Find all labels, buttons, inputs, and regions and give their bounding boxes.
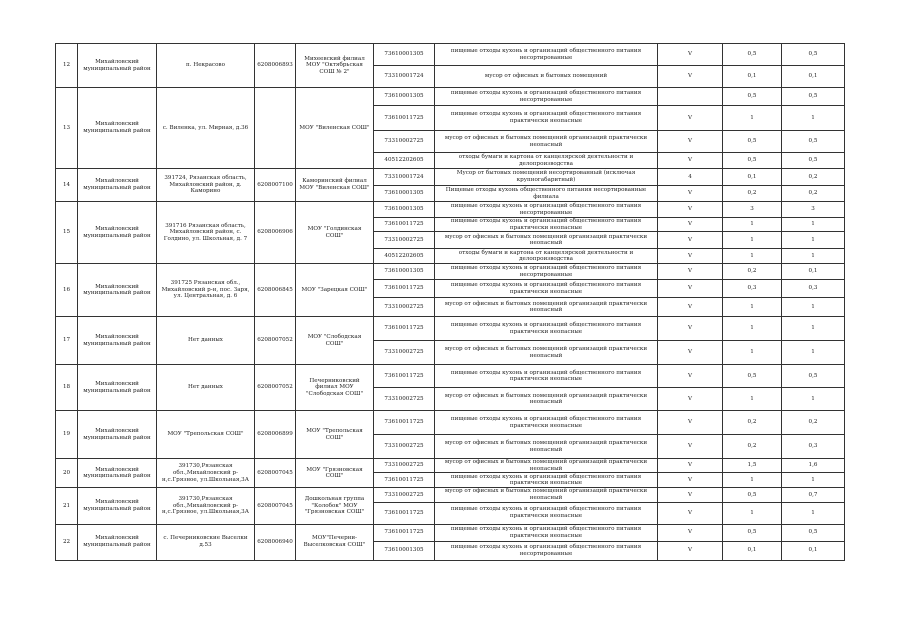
waste-code-cell: 73310002725	[374, 488, 435, 502]
waste-code-cell: 73610001305	[374, 44, 435, 66]
hazard-class-cell: V	[658, 44, 723, 66]
hazard-class-cell: V	[658, 473, 723, 488]
waste-code-cell: 73310002725	[374, 232, 435, 249]
hazard-class-cell: V	[658, 298, 723, 317]
waste-mass-cell: 1	[723, 249, 782, 264]
inn-cell: 6208007045	[255, 488, 296, 524]
hazard-class-cell: V	[658, 435, 723, 459]
hazard-class-cell: V	[658, 388, 723, 411]
waste-mass-cell: 1,5	[723, 459, 782, 473]
waste-limit-cell: 0,5	[782, 365, 845, 388]
waste-name-cell: пищевые отходы кухонь и организаций общественного питания практически неопасные	[435, 411, 658, 435]
waste-code-cell: 73610001305	[374, 186, 435, 202]
district-cell: Михайловский муниципальный район	[78, 317, 157, 365]
waste-name-cell: Пищевые отходы кухонь общественного питания несортированные филиала	[435, 186, 658, 202]
district-cell: Михайловский муниципальный район	[78, 411, 157, 459]
waste-limit-cell: 0,1	[782, 541, 845, 560]
inn-cell: 6208007052	[255, 365, 296, 411]
hazard-class-cell: V	[658, 280, 723, 298]
hazard-class-cell: V	[658, 411, 723, 435]
waste-mass-cell: 1	[723, 106, 782, 131]
waste-code-cell: 73610011725	[374, 218, 435, 232]
waste-code-cell: 73610001305	[374, 202, 435, 218]
waste-limit-cell: 0,5	[782, 88, 845, 106]
waste-mass-cell: 0,5	[723, 44, 782, 66]
row-number: 17	[56, 317, 78, 365]
waste-mass-cell: 0,3	[723, 280, 782, 298]
waste-code-cell: 73310002725	[374, 341, 435, 365]
waste-mass-cell: 0,5	[723, 524, 782, 541]
waste-limit-cell: 1	[782, 388, 845, 411]
address-cell: Нет данных	[157, 317, 255, 365]
row-number: 14	[56, 169, 78, 202]
district-cell: Михайловский муниципальный район	[78, 524, 157, 560]
organization-cell: МОУ "Виленская СОШ"	[296, 88, 374, 169]
address-cell: МОУ "Трепольская СОШ"	[157, 411, 255, 459]
address-cell: 391730,Рязанская обл.,Михайловский р-н,с.Грязное, ул.Школьная,3А	[157, 488, 255, 524]
table-row	[56, 488, 845, 502]
waste-limit-cell: 1	[782, 232, 845, 249]
waste-code-cell: 73610001305	[374, 541, 435, 560]
waste-mass-cell: 0,1	[723, 541, 782, 560]
waste-name-cell: пищевые отходы кухонь и организаций общественного питания практически неопасные	[435, 502, 658, 524]
inn-cell: 6208006940	[255, 524, 296, 560]
waste-limit-cell: 0,3	[782, 435, 845, 459]
inn-cell	[255, 88, 296, 169]
waste-limit-cell: 1	[782, 473, 845, 488]
waste-mass-cell: 0,5	[723, 153, 782, 169]
hazard-class-cell: V	[658, 502, 723, 524]
table-row	[56, 169, 845, 186]
waste-code-cell: 73610011725	[374, 502, 435, 524]
organization-cell: МОУ "Зарецкая СОШ"	[296, 264, 374, 317]
hazard-class-cell: V	[658, 218, 723, 232]
waste-mass-cell: 1	[723, 218, 782, 232]
row-number: 18	[56, 365, 78, 411]
waste-mass-cell: 0,2	[723, 435, 782, 459]
table-row	[56, 44, 845, 66]
organization-cell: МОУ "Слободская СОШ"	[296, 317, 374, 365]
table-row	[56, 88, 845, 106]
waste-name-cell: пищевые отходы кухонь и организаций общественного питания практически неопасные	[435, 218, 658, 232]
district-cell: Михайловский муниципальный район	[78, 202, 157, 264]
district-cell: Михайловский муниципальный район	[78, 44, 157, 88]
waste-mass-cell: 1	[723, 502, 782, 524]
address-cell: 391716 Рязанская область, Михайловский район, с. Голдино, ул. Школьная, д. 7	[157, 202, 255, 264]
hazard-class-cell	[658, 88, 723, 106]
waste-limit-cell: 1	[782, 502, 845, 524]
waste-limit-cell: 0,1	[782, 66, 845, 88]
row-number: 12	[56, 44, 78, 88]
table-row	[56, 264, 845, 280]
row-number: 20	[56, 459, 78, 488]
hazard-class-cell: V	[658, 317, 723, 341]
waste-code-cell: 40512202605	[374, 249, 435, 264]
hazard-class-cell: V	[658, 264, 723, 280]
address-cell: с. Виленка, ул. Мирная, д.36	[157, 88, 255, 169]
district-cell: Михайловский муниципальный район	[78, 459, 157, 488]
waste-code-cell: 40512202605	[374, 153, 435, 169]
waste-limit-cell: 0,1	[782, 264, 845, 280]
district-cell: Михайловский муниципальный район	[78, 264, 157, 317]
organization-cell: МОУ "Трепольская СОШ"	[296, 411, 374, 459]
waste-code-cell: 73310001724	[374, 66, 435, 88]
waste-name-cell: отходы бумаги и картона от канцелярской деятельности и делопроизводства	[435, 249, 658, 264]
waste-limit-cell: 0,7	[782, 488, 845, 502]
waste-limit-cell: 0,5	[782, 131, 845, 153]
waste-name-cell: пищевые отходы кухонь и организаций общественного питания несортированные	[435, 202, 658, 218]
inn-cell: 6208006845	[255, 264, 296, 317]
waste-limit-cell: 0,3	[782, 280, 845, 298]
waste-name-cell: пищевые отходы кухонь и организаций общественного питания несортированные	[435, 541, 658, 560]
row-number: 16	[56, 264, 78, 317]
organization-cell: МОУ"Печерни-Выселковская СОШ"	[296, 524, 374, 560]
waste-limit-cell: 1,6	[782, 459, 845, 473]
organization-cell: МОУ "Грязновская СОШ"	[296, 459, 374, 488]
waste-code-cell: 73610011725	[374, 524, 435, 541]
hazard-class-cell: V	[658, 459, 723, 473]
hazard-class-cell: 4	[658, 169, 723, 186]
table-row	[56, 459, 845, 473]
waste-name-cell: мусор от офисных и бытовых помещений организаций практически неопасный	[435, 488, 658, 502]
table-row	[56, 524, 845, 541]
row-number: 22	[56, 524, 78, 560]
waste-mass-cell: 1	[723, 298, 782, 317]
waste-code-cell: 73310002725	[374, 459, 435, 473]
hazard-class-cell: V	[658, 341, 723, 365]
row-number: 15	[56, 202, 78, 264]
inn-cell: 6208006899	[255, 411, 296, 459]
waste-name-cell: мусор от офисных и бытовых помещений организаций практически неопасный	[435, 298, 658, 317]
hazard-class-cell: V	[658, 202, 723, 218]
district-cell: Михайловский муниципальный район	[78, 169, 157, 202]
organization-cell: Каморинский филиал МОУ "Виленская СОШ"	[296, 169, 374, 202]
district-cell: Михайловский муниципальный район	[78, 88, 157, 169]
waste-name-cell: пищевые отходы кухонь и организаций общественного питания несортированные	[435, 264, 658, 280]
organization-cell: МОУ "Голдинская СОШ"	[296, 202, 374, 264]
inn-cell: 6208007045	[255, 459, 296, 488]
organization-cell: Печерниковский филиал МОУ "Слободская СОШ"	[296, 365, 374, 411]
waste-code-cell: 73310002725	[374, 298, 435, 317]
waste-limit-cell: 0,5	[782, 44, 845, 66]
waste-name-cell: пищевые отходы кухонь и организаций общественного питания несортированные	[435, 88, 658, 106]
waste-limit-cell: 0,5	[782, 524, 845, 541]
waste-mass-cell: 0,2	[723, 411, 782, 435]
waste-mass-cell: 0,1	[723, 66, 782, 88]
waste-name-cell: мусор от офисных и бытовых помещений организаций практически неопасный	[435, 341, 658, 365]
waste-code-cell: 73310002725	[374, 388, 435, 411]
row-number: 13	[56, 88, 78, 169]
waste-mass-cell: 0,5	[723, 365, 782, 388]
waste-limit-cell: 3	[782, 202, 845, 218]
waste-limit-cell: 0,5	[782, 153, 845, 169]
waste-name-cell: мусор от офисных и бытовых помещений	[435, 66, 658, 88]
waste-name-cell: пищевые отходы кухонь и организаций общественного питания практически неопасные	[435, 365, 658, 388]
waste-mass-cell: 0,5	[723, 488, 782, 502]
inn-cell: 6208007052	[255, 317, 296, 365]
waste-limit-cell: 0,2	[782, 186, 845, 202]
address-cell: 391725 Рязанская обл., Михайловский р-н, пос. Заря, ул. Центральная, д. 6	[157, 264, 255, 317]
waste-name-cell: мусор от офисных и бытовых помещений организаций практически неопасный	[435, 131, 658, 153]
waste-name-cell: пищевые отходы кухонь и организаций общественного питания несортированные	[435, 44, 658, 66]
waste-mass-cell: 1	[723, 388, 782, 411]
table-row	[56, 317, 845, 341]
waste-name-cell: Мусор от бытовых помещений несортированный (исключая крупногабаритный)	[435, 169, 658, 186]
waste-mass-cell: 0,5	[723, 131, 782, 153]
organization-cell: Дошкольная группа "Колобок" МОУ "Грязновская СОШ"	[296, 488, 374, 524]
row-number: 19	[56, 411, 78, 459]
row-number: 21	[56, 488, 78, 524]
address-cell: с. Печерниковские Выселки д.53	[157, 524, 255, 560]
table-body	[56, 44, 845, 561]
hazard-class-cell: V	[658, 232, 723, 249]
table-row	[56, 411, 845, 435]
waste-code-cell: 73610011725	[374, 473, 435, 488]
waste-code-cell: 73610011725	[374, 411, 435, 435]
waste-name-cell: мусор от офисных и бытовых помещений организаций практически неопасный	[435, 435, 658, 459]
hazard-class-cell: V	[658, 153, 723, 169]
waste-code-cell: 73610011725	[374, 106, 435, 131]
hazard-class-cell: V	[658, 186, 723, 202]
waste-limit-cell: 1	[782, 249, 845, 264]
waste-name-cell: пищевые отходы кухонь и организаций общественного питания практически неопасные	[435, 473, 658, 488]
waste-registry-table	[55, 43, 844, 561]
hazard-class-cell: V	[658, 488, 723, 502]
waste-mass-cell: 0,2	[723, 186, 782, 202]
waste-code-cell: 73610001305	[374, 264, 435, 280]
district-cell: Михайловский муниципальный район	[78, 488, 157, 524]
waste-name-cell: пищевые отходы кухонь и организаций общественного питания практически неопасные	[435, 280, 658, 298]
waste-mass-cell: 1	[723, 341, 782, 365]
hazard-class-cell: V	[658, 66, 723, 88]
waste-name-cell: пищевые отходы кухонь и организаций общественного питания практически неопасные	[435, 317, 658, 341]
waste-name-cell: отходы бумаги и картона от канцелярской деятельности и делопроизводства	[435, 153, 658, 169]
waste-code-cell: 73610011725	[374, 317, 435, 341]
waste-limit-cell: 1	[782, 106, 845, 131]
waste-limit-cell: 0,2	[782, 169, 845, 186]
waste-code-cell: 73310002725	[374, 131, 435, 153]
waste-name-cell: мусор от офисных и бытовых помещений организаций практически неопасный	[435, 388, 658, 411]
waste-mass-cell: 0,5	[723, 88, 782, 106]
hazard-class-cell: V	[658, 524, 723, 541]
inn-cell: 6208006906	[255, 202, 296, 264]
waste-mass-cell: 1	[723, 317, 782, 341]
waste-mass-cell: 3	[723, 202, 782, 218]
waste-code-cell: 73310001724	[374, 169, 435, 186]
waste-limit-cell: 1	[782, 298, 845, 317]
address-cell: 391724, Рязанская область, Михайловский район, д. Каморино	[157, 169, 255, 202]
waste-name-cell: мусор от офисных и бытовых помещений организаций практически неопасный	[435, 459, 658, 473]
district-cell: Михайловский муниципальный район	[78, 365, 157, 411]
hazard-class-cell: V	[658, 541, 723, 560]
waste-code-cell: 73310002725	[374, 435, 435, 459]
table-row	[56, 365, 845, 388]
waste-code-cell: 73610011725	[374, 365, 435, 388]
inn-cell: 6208006893	[255, 44, 296, 88]
waste-name-cell: мусор от офисных и бытовых помещений организаций практически неопасный	[435, 232, 658, 249]
inn-cell: 6208007100	[255, 169, 296, 202]
hazard-class-cell: V	[658, 249, 723, 264]
hazard-class-cell: V	[658, 106, 723, 131]
waste-code-cell: 73610001305	[374, 88, 435, 106]
hazard-class-cell: V	[658, 365, 723, 388]
table-row	[56, 202, 845, 218]
waste-limit-cell: 1	[782, 317, 845, 341]
waste-limit-cell: 1	[782, 341, 845, 365]
waste-mass-cell: 0,1	[723, 169, 782, 186]
address-cell: п. Некрасово	[157, 44, 255, 88]
waste-limit-cell: 0,2	[782, 411, 845, 435]
address-cell: Нет данных	[157, 365, 255, 411]
waste-mass-cell: 1	[723, 232, 782, 249]
waste-name-cell: пищевые отходы кухонь и организаций общественного питания практически неопасные	[435, 106, 658, 131]
waste-limit-cell: 1	[782, 218, 845, 232]
hazard-class-cell: V	[658, 131, 723, 153]
organization-cell: Михеевский филиал МОУ "Октябрьская СОШ № 2"	[296, 44, 374, 88]
waste-name-cell: пищевые отходы кухонь и организаций общественного питания практически неопасные	[435, 524, 658, 541]
waste-mass-cell: 1	[723, 473, 782, 488]
address-cell: 391730,Рязанская обл.,Михайловский р-н,с.Грязное, ул.Школьная,3А	[157, 459, 255, 488]
waste-code-cell: 73610011725	[374, 280, 435, 298]
waste-mass-cell: 0,2	[723, 264, 782, 280]
